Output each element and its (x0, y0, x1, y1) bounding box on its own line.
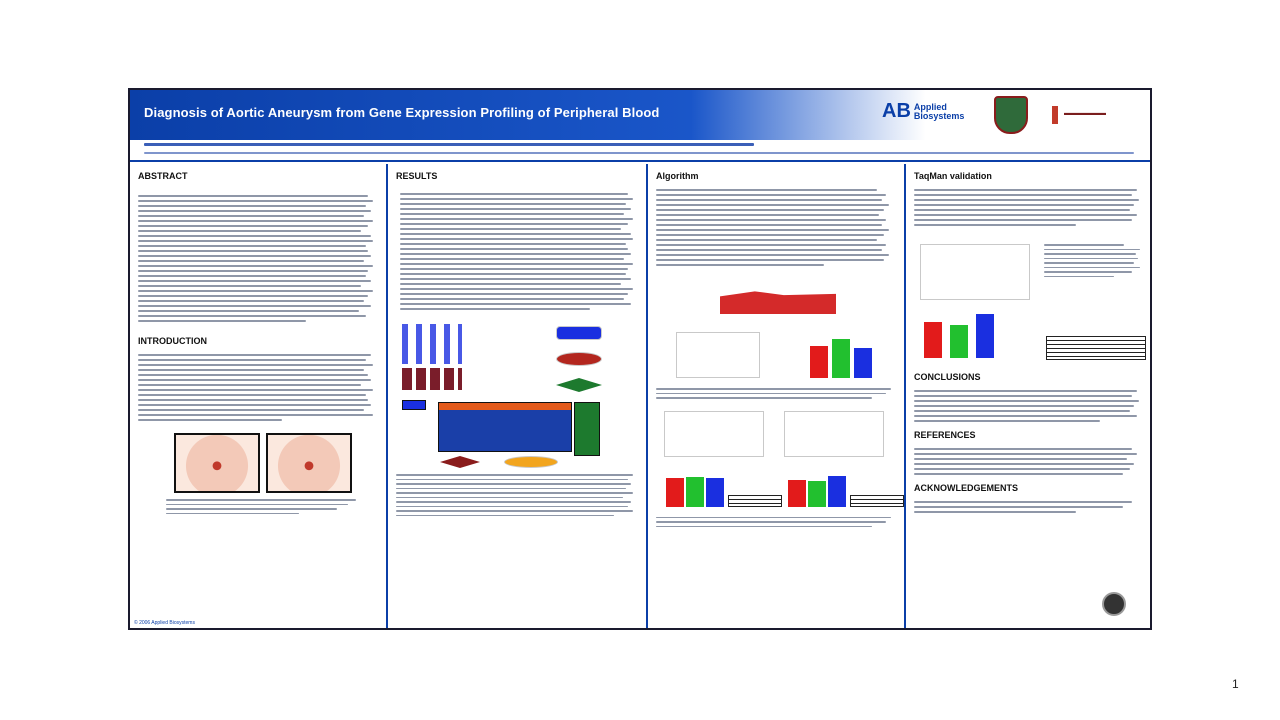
taqman-text (914, 189, 1146, 226)
algorithm-caption (656, 388, 896, 399)
algorithm-figures (656, 274, 896, 384)
line-plot-panel-3 (784, 411, 884, 457)
column-validation (904, 164, 1152, 630)
algorithm-caption-2 (656, 517, 896, 528)
logo-mark: AB (882, 100, 911, 122)
bar-chart-panel-3 (786, 471, 904, 507)
author-block (130, 140, 1150, 162)
acknowledgements-text (914, 501, 1146, 513)
column-algorithm (646, 164, 904, 630)
process-node-2 (556, 352, 602, 366)
process-node-1 (556, 326, 602, 340)
author-names (144, 143, 1136, 146)
cell-array-icon (402, 324, 462, 364)
introduction-text (138, 354, 378, 421)
bar-chart-panel-2 (664, 471, 784, 507)
anatomy-caption (166, 499, 356, 514)
taqman-figures (914, 234, 1146, 364)
bar-chart-panel-1 (806, 332, 882, 378)
taqman-table (1046, 336, 1146, 360)
page-number: 1 (1232, 677, 1239, 691)
introduction-heading: INTRODUCTION (138, 336, 207, 346)
references-heading: REFERENCES (914, 430, 976, 440)
data-table-panel (438, 402, 572, 452)
sample-array-icon (402, 368, 462, 390)
anatomy-image-right (266, 433, 352, 493)
institution-logo-icon: ▬▬▬▬▬▬ (1052, 104, 1132, 126)
results-text (400, 193, 638, 310)
references-text (914, 448, 1146, 475)
poster (128, 88, 1152, 630)
workflow-caption (396, 474, 638, 516)
anatomy-image-left (174, 433, 260, 493)
algorithm-heading: Algorithm (656, 171, 699, 181)
logo-line-2: Biosystems (913, 110, 965, 121)
column-abstract (130, 164, 386, 630)
line-plot-panel-2 (664, 411, 764, 457)
column-results (386, 164, 646, 630)
applied-biosystems-logo (882, 100, 964, 123)
workflow-diagram (396, 318, 638, 468)
acknowledgements-heading: ACKNOWLEDGEMENTS (914, 483, 1018, 493)
taqman-bar-chart (924, 312, 1014, 358)
results-heading: RESULTS (396, 171, 438, 181)
taqman-figure-legend (1044, 244, 1144, 277)
poster-title: Diagnosis of Aortic Aneurysm from Gene Expression Profiling of Peripheral Blood (144, 105, 660, 120)
university-crest-icon (994, 96, 1028, 134)
taqman-heading: TaqMan validation (914, 171, 992, 181)
algorithm-text (656, 189, 896, 266)
box-icon (402, 400, 426, 410)
final-output-node (504, 456, 558, 468)
decision-node (556, 378, 602, 392)
author-affiliations (144, 148, 1136, 154)
taqman-line-plot (920, 244, 1030, 300)
anatomy-figure (138, 429, 378, 499)
abstract-text (138, 195, 378, 322)
logo-text (914, 103, 965, 121)
result-column-panel (574, 402, 600, 456)
line-plot-panel (676, 332, 760, 378)
logo-line-1: Applied (913, 101, 947, 112)
area-chart-panel (720, 278, 836, 314)
copyright-footer: © 2006 Applied Biosystems (134, 620, 195, 626)
poster-banner (130, 90, 1150, 140)
conclusions-text (914, 390, 1146, 422)
conclusions-heading: CONCLUSIONS (914, 372, 981, 382)
abstract-heading: ABSTRACT (138, 171, 188, 181)
institution-seal-icon (1102, 592, 1126, 616)
final-decision-node (440, 456, 480, 468)
algorithm-figures-2 (656, 407, 896, 517)
